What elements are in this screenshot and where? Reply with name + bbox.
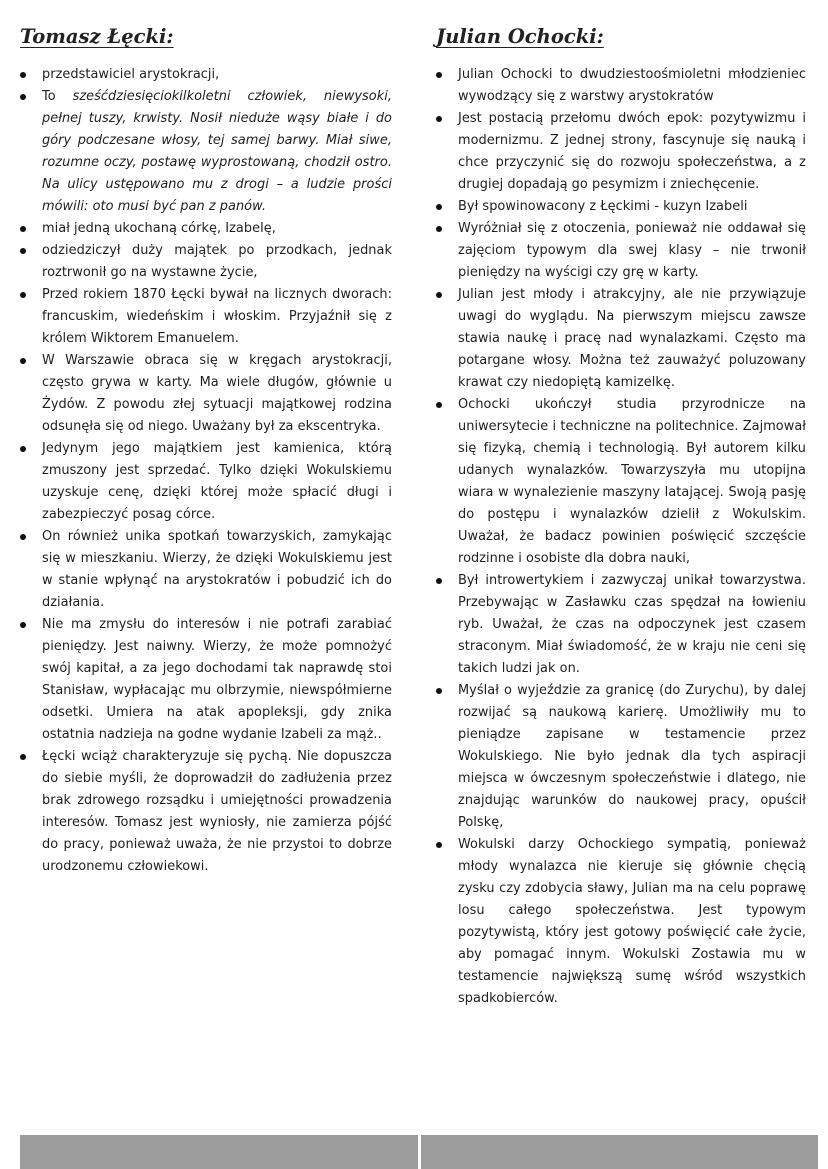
list-item: Jest postacią przełomu dwóch epok: pozytywizmu i modernizmu. Z jednej strony, fascynuje się nauką i chce przyczynić się do rozwoju społeczeństwa, a z drugiej dopadają go pesymizm i zniechęcenie. bbox=[436, 108, 806, 196]
footer-bar-right bbox=[421, 1135, 819, 1169]
list-item: On również unika spotkań towarzyskich, zamykając się w mieszkaniu. Wierzy, że dzięki Wokulskiemu jest w stanie wpłynąć na arystokratów i pobudzić ich do działania. bbox=[20, 526, 392, 614]
list-item: miał jedną ukochaną córkę, Izabelę, bbox=[20, 218, 392, 240]
list-item: Był spowinowacony z Łęckimi - kuzyn Izabeli bbox=[436, 196, 806, 218]
list-item: Przed rokiem 1870 Łęcki bywał na licznych dworach: francuskim, wiedeńskim i włoskim. Przyjaźnił się z królem Wiktorem Emanuelem. bbox=[20, 284, 392, 350]
list-item: Był introwertykiem i zazwyczaj unikał towarzystwa. Przebywając w Zasławku czas spędzał na łowieniu ryb. Uważał, że czas na odpoczynek jest czasem straconym. Miał świadomość, że w kraju nie ceni się takich ludzi jak on. bbox=[436, 570, 806, 680]
left-bullet-list bbox=[20, 64, 392, 878]
list-item: Wyróżniał się z otoczenia, ponieważ nie oddawał się zajęciom typowym dla swej klasy – nie trwonił pieniędzy na wyścigi czy grę w karty. bbox=[436, 218, 806, 284]
list-item: Łęcki wciąż charakteryzuje się pychą. Nie dopuszcza do siebie myśli, że doprowadził do zadłużenia przez brak zdrowego rozsądku i umiejętności prowadzenia interesów. Tomasz jest wyniosły, nie zamierza pójść do pracy, ponieważ uważa, że nie przystoi to dobrze urodzonemu człowiekowi. bbox=[20, 746, 392, 878]
list-item bbox=[20, 86, 392, 218]
right-heading: Julian Ochocki: bbox=[436, 25, 604, 48]
list-item-prefix: To bbox=[42, 89, 73, 104]
list-item: przedstawiciel arystokracji, bbox=[20, 64, 392, 86]
right-column bbox=[436, 24, 806, 1010]
left-heading: Tomasz Łęcki: bbox=[20, 25, 174, 48]
list-item: Julian jest młody i atrakcyjny, ale nie przywiązuje uwagi do wyglądu. Na pierwszym miejscu zawsze stawia naukę i pracę nad wynalazkami. Często ma potargane włosy. Można też zauważyć poluzowany krawat czy niedopiętą kamizelkę. bbox=[436, 284, 806, 394]
footer-bar-left bbox=[20, 1135, 418, 1169]
quoted-description: sześćdziesięciokilkoletni człowiek, niewysoki, pełnej tuszy, krwisty. Nosił nieduże wąsy białe i do góry podczesane włosy, tej samej barwy. Miał siwe, rozumne oczy, postawę wyprostowaną, chodził ostro. Na ulicy ustępowano mu z drogi – a ludzie prości mówili: oto musi być pan z panów. bbox=[42, 89, 392, 214]
footer-bar bbox=[20, 1135, 818, 1169]
list-item: W Warszawie obraca się w kręgach arystokracji, często grywa w karty. Ma wiele długów, głównie u Żydów. Z powodu złej sytuacji majątkowej rodzina odsunęła się od niego. Uważany był za ekscentryka. bbox=[20, 350, 392, 438]
right-bullet-list bbox=[436, 64, 806, 1010]
list-item: Wokulski darzy Ochockiego sympatią, ponieważ młody wynalazca nie kieruje się głównie chęcią zysku czy zdobycia sławy, Julian ma na celu poprawę losu całego społeczeństwa. Jest typowym pozytywistą, który jest gotowy poświęcić całe życie, aby pomagać innym. Wokulski Zostawia mu w testamencie największą sumę wśród wszystkich spadkobierców. bbox=[436, 834, 806, 1010]
list-item: Jedynym jego majątkiem jest kamienica, którą zmuszony jest sprzedać. Tylko dzięki Wokulskiemu uzyskuje cenę, dzięki której może spłacić długi i zabezpieczyć posag córce. bbox=[20, 438, 392, 526]
list-item: Julian Ochocki to dwudziestoośmioletni młodzieniec wywodzący się z warstwy arystokratów bbox=[436, 64, 806, 108]
left-column bbox=[20, 24, 392, 878]
list-item: Ochocki ukończył studia przyrodnicze na uniwersytecie i techniczne na politechnice. Zajmował się fizyką, chemią i technologią. Był autorem kilku udanych wynalazków. Towarzyszyła mu utopijna wiara w wynalezienie maszyny latającej. Swoją pasję do postępu i wynalazków dzielił z Wokulskim. Uważał, że badacz powinien poświęcić szczęście rodzinne i osobiste dla dobra nauki, bbox=[436, 394, 806, 570]
list-item: Myślał o wyjeździe za granicę (do Zurychu), by dalej rozwijać są naukową karierę. Umożliwiły mu to pieniądze zapisane w testamencie przez Wokulskiego. Nie było jednak dla tych aspiracji miejsca w ówczesnym społeczeństwie i dlatego, nie znajdując warunków do naukowej pracy, opuścił Polskę, bbox=[436, 680, 806, 834]
list-item: Nie ma zmysłu do interesów i nie potrafi zarabiać pieniędzy. Jest naiwny. Wierzy, że może pomnożyć swój kapitał, a za jego dochodami tak naprawdę stoi Stanisław, wypłacając mu olbrzymie, niewspółmierne odsetki. Umiera na atak apopleksji, gdy znika ostatnia nadzieja na godne wydanie Izabeli za mąż.. bbox=[20, 614, 392, 746]
list-item: odziedziczył duży majątek po przodkach, jednak roztrwonił go na wystawne życie, bbox=[20, 240, 392, 284]
